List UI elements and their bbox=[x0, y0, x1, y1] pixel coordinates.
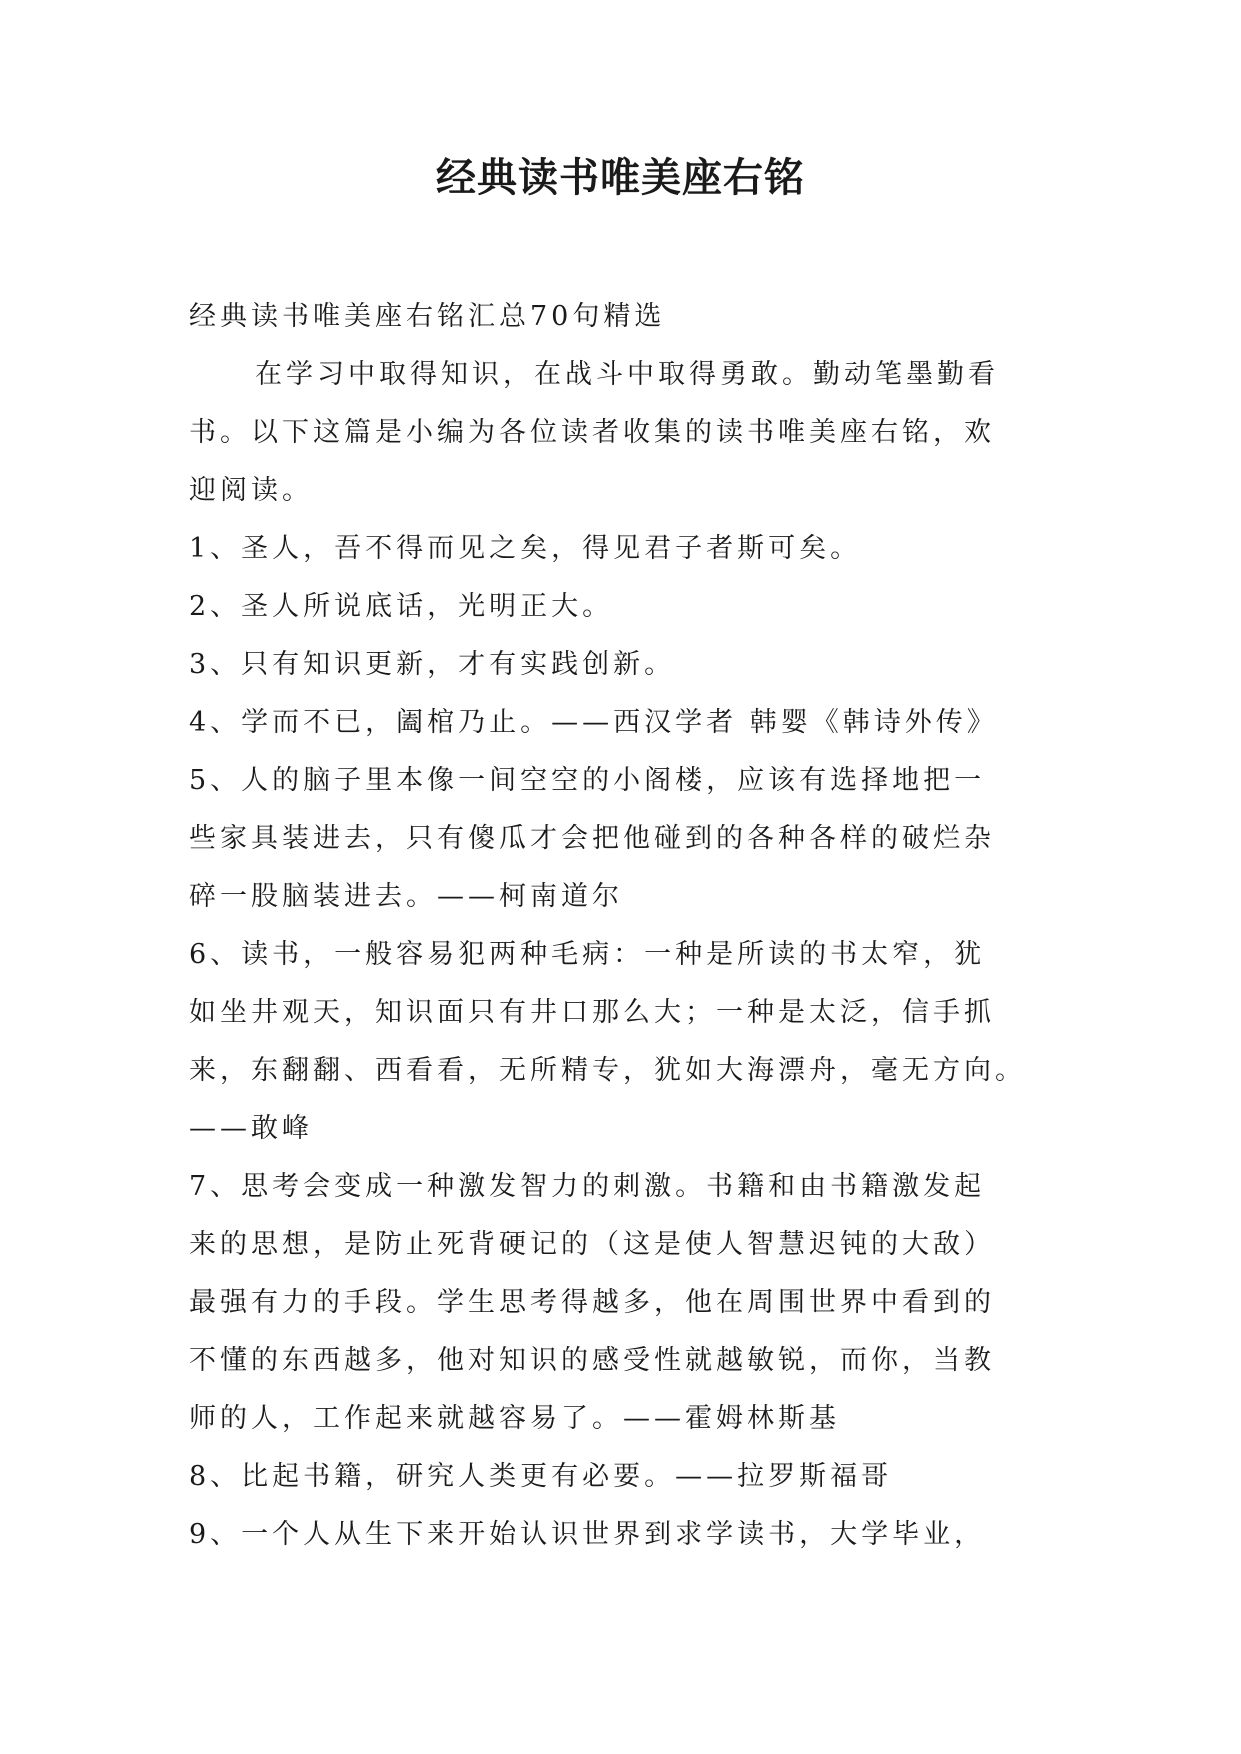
document-title: 经典读书唯美座右铭 bbox=[436, 155, 805, 201]
quote-line: 6、读书，一般容易犯两种毛病：一种是所读的书太窄，犹 bbox=[189, 939, 986, 970]
intro-line: 书。以下这篇是小编为各位读者收集的读书唯美座右铭，欢 bbox=[189, 417, 995, 448]
subtitle-line: 经典读书唯美座右铭汇总70句精选 bbox=[189, 301, 666, 332]
quote-line: 7、思考会变成一种激发智力的刺激。书籍和由书籍激发起 bbox=[189, 1171, 986, 1202]
intro-line: 迎阅读。 bbox=[189, 475, 313, 506]
quote-line: 1、圣人，吾不得而见之矣，得见君子者斯可矣。 bbox=[189, 533, 862, 564]
quote-line: 师的人，工作起来就越容易了。——霍姆林斯基 bbox=[189, 1403, 840, 1434]
quote-line: 碎一股脑装进去。——柯南道尔 bbox=[189, 881, 623, 912]
intro-line: 在学习中取得知识，在战斗中取得勇敢。勤动笔墨勤看 bbox=[255, 359, 999, 390]
quote-line: 最强有力的手段。学生思考得越多，他在周围世界中看到的 bbox=[189, 1287, 995, 1318]
quote-line: 3、只有知识更新，才有实践创新。 bbox=[189, 649, 676, 680]
quote-line: 如坐井观天，知识面只有井口那么大；一种是太泛，信手抓 bbox=[189, 997, 995, 1028]
quote-line: 5、人的脑子里本像一间空空的小阁楼，应该有选择地把一 bbox=[189, 765, 986, 796]
quote-line: 8、比起书籍，研究人类更有必要。——拉罗斯福哥 bbox=[189, 1461, 893, 1492]
document-body bbox=[189, 288, 1064, 1564]
quote-line: 9、一个人从生下来开始认识世界到求学读书，大学毕业， bbox=[189, 1519, 986, 1550]
quote-line: 些家具装进去，只有傻瓜才会把他碰到的各种各样的破烂杂 bbox=[189, 823, 995, 854]
quote-line: 来，东翻翻、西看看，无所精专，犹如大海漂舟，毫无方向。 bbox=[189, 1055, 1026, 1086]
quote-line: 来的思想，是防止死背硬记的（这是使人智慧迟钝的大敌） bbox=[189, 1229, 995, 1260]
quote-line: 4、学而不已，阖棺乃止。——西汉学者 韩婴《韩诗外传》 bbox=[189, 707, 998, 738]
quote-line: ——敢峰 bbox=[189, 1113, 313, 1144]
quote-line: 不懂的东西越多，他对知识的感受性就越敏锐，而你，当教 bbox=[189, 1345, 995, 1376]
quote-line: 2、圣人所说底话，光明正大。 bbox=[189, 591, 614, 622]
